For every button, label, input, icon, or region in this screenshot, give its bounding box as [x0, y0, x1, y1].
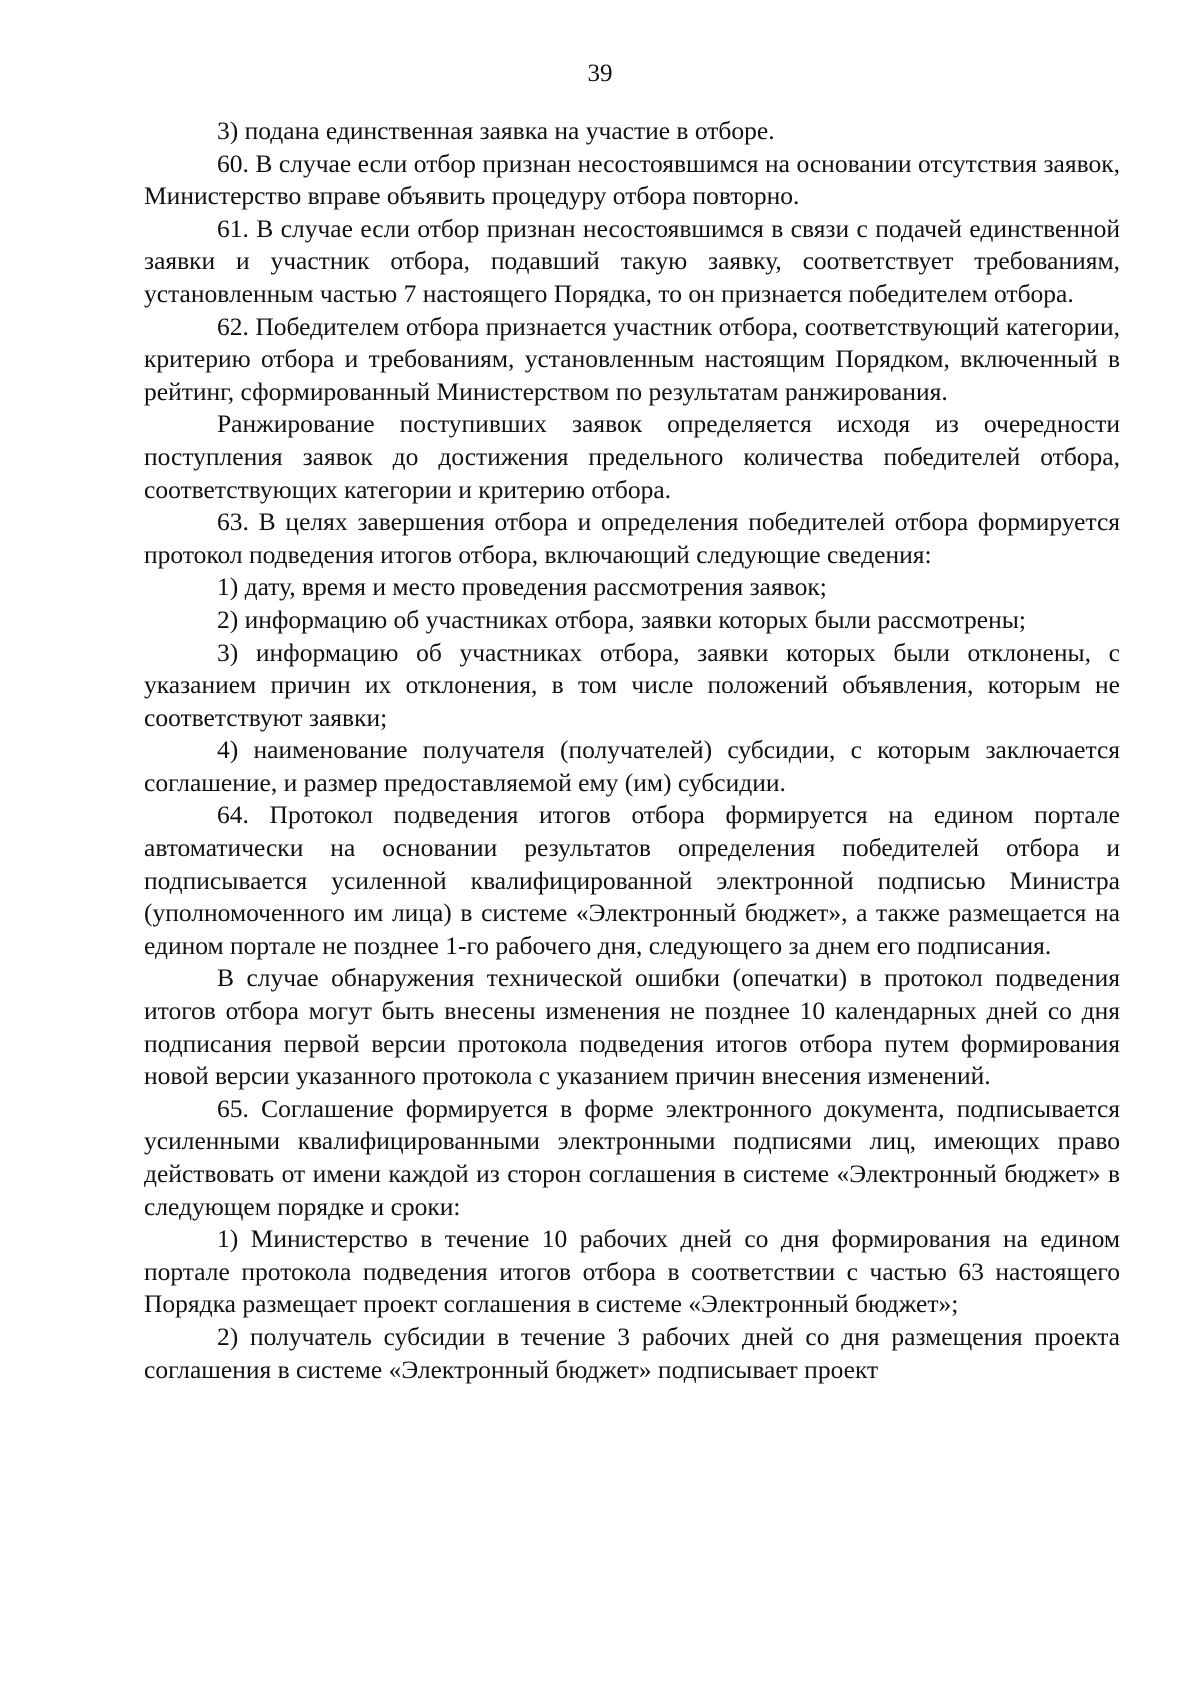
paragraph-63: 63. В целях завершения отбора и определения победителей отбора формируется протокол подведения итогов отбора, включающий следующие сведения: [144, 507, 1120, 569]
paragraph-65-item-2: 2) получатель субсидии в течение 3 рабочих дней со дня размещения проекта соглашения в системе «Электронный бюджет» подписывает проект [144, 1321, 1120, 1384]
paragraph-63-item-2: 2) информацию об участниках отбора, заявки которых были рассмотрены; [217, 604, 1026, 634]
paragraph-64: 64. Протокол подведения итогов отбора формируется на едином портале автоматически на основании результатов определения победителей отбора и подписывается усиленной квалифицированной электронной подписью Министра (уполномоченного им лица) в системе «Электронный бюджет», а также размещается на едином портале не позднее 1-го рабочего дня, следующего за днем его подписания. [144, 800, 1120, 960]
paragraph-62: 62. Победителем отбора признается участник отбора, соответствующий категории, критерию отбора и требованиям, установленным настоящим Порядком, включенный в рейтинг, сформированный Министерством по результатам ранжирования. [144, 311, 1120, 406]
paragraph-ranking: Ранжирование поступивших заявок определяется исходя из очередности поступления заявок до достижения предельного количества победителей отбора, соответствующих категории и критерию отбора. [144, 409, 1120, 504]
paragraph-61: 61. В случае если отбор признан несостоявшимся в связи с подачей единственной заявки и участник отбора, подавший такую заявку, соответствует требованиям, установленным частью 7 настоящего Порядка, то он признается победителем отбора. [144, 213, 1120, 308]
paragraph-technical-error: В случае обнаружения технической ошибки (опечатки) в протокол подведения итогов отбора могут быть внесены изменения не позднее 10 календарных дней со дня подписания первой версии протокола подведения итогов отбора путем формирования новой версии указанного протокола с указанием причин внесения изменений. [144, 963, 1120, 1091]
paragraph-63-item-4: 4) наименование получателя (получателей) субсидии, с которым заключается соглашение, и размер предоставляемой ему (им) субсидии. [144, 735, 1120, 797]
paragraph-65-item-1: 1) Министерство в течение 10 рабочих дней со дня формирования на едином портале протокола подведения итогов отбора в соответствии с частью 63 настоящего Порядка размещает проект соглашения в системе «Электронный бюджет»; [144, 1224, 1120, 1319]
paragraph-63-item-3: 3) информацию об участниках отбора, заявки которых были отклонены, с указанием причин их отклонения, в том числе положений объявления, которым не соответствуют заявки; [144, 637, 1120, 732]
page-number: 39 [587, 60, 613, 87]
document-body [144, 115, 1120, 1386]
paragraph-60: 60. В случае если отбор признан несостоявшимся на основании отсутствия заявок, Министерство вправе объявить процедуру отбора повторно. [144, 148, 1120, 211]
paragraph-item-3-single-application: 3) подана единственная заявка на участие в отборе. [217, 116, 775, 145]
paragraph-65: 65. Соглашение формируется в форме электронного документа, подписывается усиленными квалифицированными электронными подписями лиц, имеющих право действовать от имени каждой из сторон соглашения в системе «Электронный бюджет» в следующем порядке и сроки: [144, 1093, 1120, 1221]
paragraph-63-item-1: 1) дату, время и место проведения рассмотрения заявок; [217, 572, 827, 602]
